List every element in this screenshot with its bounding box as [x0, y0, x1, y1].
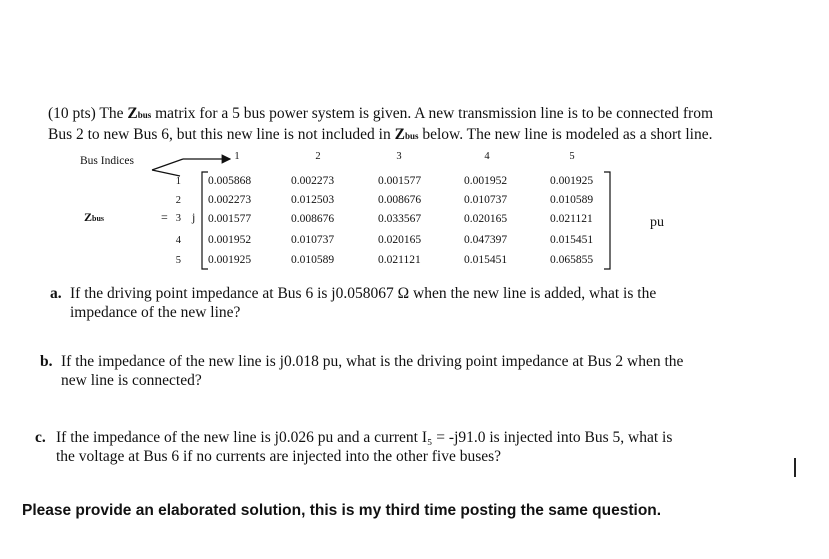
cell-1-5: 0.001925	[550, 175, 594, 187]
zbus-label-sub: bus	[92, 214, 105, 223]
column-index-5: 5	[569, 151, 575, 162]
j-operator: j	[192, 210, 196, 224]
cell-3-4: 0.020165	[464, 213, 508, 225]
question-c-line-2: the voltage at Bus 6 if no currents are injected into the other five buses?	[56, 448, 502, 465]
cell-4-5: 0.015451	[550, 234, 594, 246]
cell-3-5: 0.021121	[550, 213, 593, 225]
question-a	[50, 284, 790, 322]
column-index-1: 1	[234, 151, 240, 162]
intro-line-1-end: matrix for a 5 bus power system is given. A new transmission line is to be connected from	[151, 105, 713, 122]
zbus-symbol: Z	[127, 105, 138, 122]
cell-4-3: 0.020165	[378, 234, 422, 246]
cell-2-1: 0.002273	[208, 194, 252, 206]
row-index-3: 3	[175, 213, 181, 224]
cell-5-1: 0.001925	[208, 254, 252, 266]
equals-sign: =	[161, 210, 168, 224]
cell-4-2: 0.010737	[291, 234, 335, 246]
zbus-subscript: bus	[137, 110, 152, 120]
zbus-label	[84, 210, 104, 225]
unit-label: pu	[650, 215, 664, 230]
cell-3-1: 0.001577	[208, 213, 252, 225]
cell-5-5: 0.065855	[550, 254, 594, 266]
row-index-1: 1	[175, 176, 181, 187]
row-index-2: 2	[175, 195, 181, 206]
cell-2-3: 0.008676	[378, 194, 422, 206]
bus-indices-label: Bus Indices	[80, 155, 134, 167]
question-c-line-1: If the impedance of the new line is j0.026 pu and a current I₅ = -j91.0 is injected into Bus 5, what is	[56, 429, 673, 446]
cell-1-2: 0.002273	[291, 175, 335, 187]
question-b-line-1: If the impedance of the new line is j0.018 pu, what is the driving point impedance at Bus 2 when the	[61, 353, 684, 370]
intro-line-2	[48, 125, 808, 146]
cell-5-3: 0.021121	[378, 254, 421, 266]
text-cursor	[794, 458, 796, 477]
cell-4-4: 0.047397	[464, 234, 508, 246]
intro-line-1	[48, 104, 808, 125]
intro-line-2-start: Bus 2 to new Bus 6, but this new line is not included in	[48, 126, 395, 143]
zbus-symbol-2: Z	[394, 126, 405, 143]
zbus-subscript-2: bus	[404, 131, 419, 141]
column-index-4: 4	[484, 151, 490, 162]
question-c-label: c.	[35, 429, 46, 446]
question-c	[35, 428, 795, 466]
cell-2-5: 0.010589	[550, 194, 594, 206]
cell-3-2: 0.008676	[291, 213, 335, 225]
cell-2-2: 0.012503	[291, 194, 335, 206]
question-b-line-2: new line is connected?	[61, 372, 202, 389]
intro-line-1-start: (10 pts) The	[48, 105, 128, 122]
intro-line-2-end: below. The new line is modeled as a short line.	[418, 126, 713, 143]
cell-4-1: 0.001952	[208, 234, 252, 246]
question-a-line-1: If the driving point impedance at Bus 6 is j0.058067 Ω when the new line is added, what is the	[70, 285, 657, 302]
column-index-3: 3	[396, 151, 402, 162]
problem-intro	[48, 104, 808, 146]
cell-5-4: 0.015451	[464, 254, 508, 266]
cell-3-3: 0.033567	[378, 213, 422, 225]
cell-1-3: 0.001577	[378, 175, 422, 187]
cell-5-2: 0.010589	[291, 254, 335, 266]
row-index-4: 4	[175, 235, 181, 246]
cell-1-1: 0.005868	[208, 175, 252, 187]
question-b	[40, 352, 800, 390]
cell-1-4: 0.001952	[464, 175, 508, 187]
row-index-5: 5	[175, 255, 181, 266]
question-b-label: b.	[40, 353, 53, 370]
column-index-2: 2	[315, 151, 321, 162]
zbus-label-z: Z	[84, 210, 93, 224]
cell-2-4: 0.010737	[464, 194, 508, 206]
footer-request: Please provide an elaborated solution, this is my third time posting the same question.	[22, 502, 662, 519]
question-a-line-2: impedance of the new line?	[70, 304, 241, 321]
question-a-label: a.	[50, 285, 62, 302]
